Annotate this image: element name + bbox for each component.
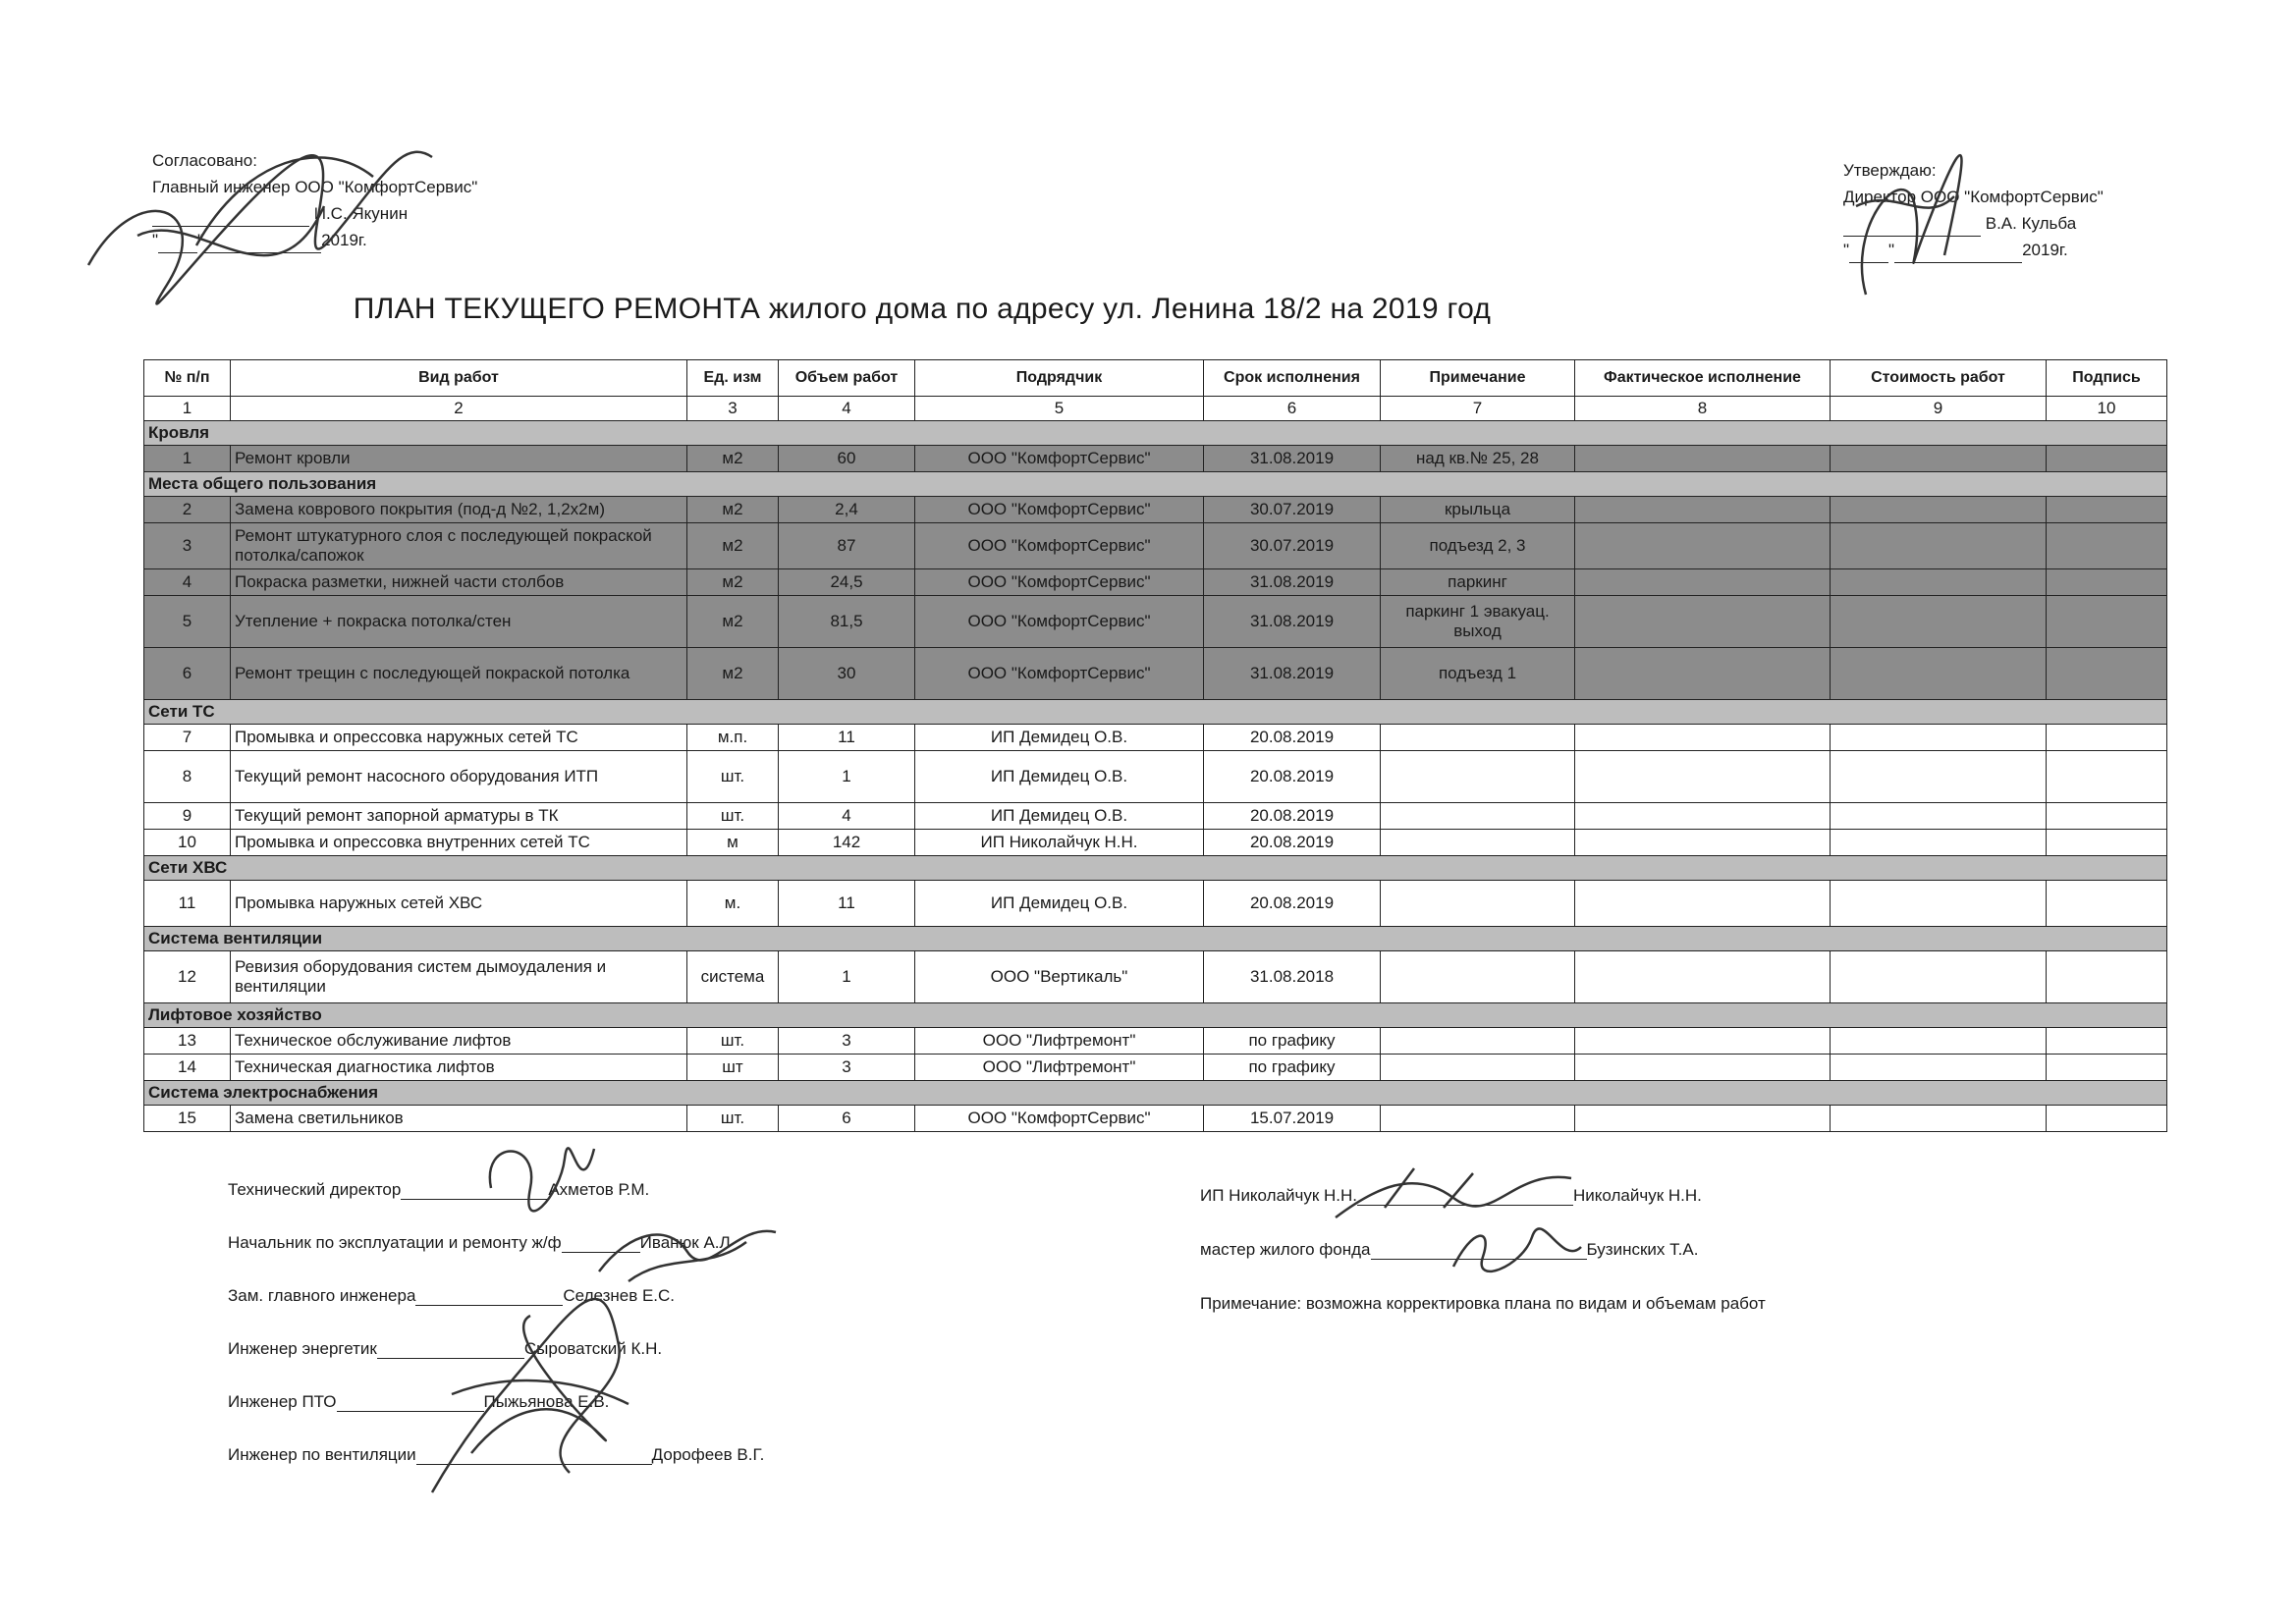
signer-name: Ахметов Р.М.	[548, 1180, 650, 1199]
table-row	[144, 881, 2167, 927]
signature-cell	[2047, 751, 2167, 803]
signature-cell	[2047, 497, 2167, 523]
col-header-volume: Объем работ	[779, 360, 915, 397]
row-number: 11	[144, 881, 231, 927]
table-row	[144, 1055, 2167, 1081]
col-num: 1	[144, 397, 231, 421]
signature-cell	[2047, 803, 2167, 830]
note	[1381, 751, 1575, 803]
row-number: 14	[144, 1055, 231, 1081]
signature-line-left	[228, 1392, 609, 1412]
signature-cell	[2047, 446, 2167, 472]
work-cost	[1831, 725, 2047, 751]
work-cost	[1831, 648, 2047, 700]
signer-name: Пыжьянова Е.В.	[483, 1392, 610, 1411]
work-cost	[1831, 446, 2047, 472]
volume: 3	[779, 1028, 915, 1055]
table-row	[144, 648, 2167, 700]
signature-cell	[2047, 830, 2167, 856]
signature-cell	[2047, 951, 2167, 1003]
actual-execution	[1575, 751, 1831, 803]
work-cost	[1831, 1028, 2047, 1055]
volume: 87	[779, 523, 915, 569]
confirm-quote-close: "	[1888, 241, 1895, 259]
note: паркинг	[1381, 569, 1575, 596]
signature-underline	[1357, 1187, 1573, 1206]
table-header-row	[144, 360, 2167, 397]
confirm-label: Утверждаю:	[1843, 161, 1937, 180]
signer-name: Дорофеев В.Г.	[651, 1445, 765, 1464]
actual-execution	[1575, 446, 1831, 472]
signature-cell	[2047, 569, 2167, 596]
volume: 11	[779, 725, 915, 751]
signature-cell	[2047, 523, 2167, 569]
note: паркинг 1 эвакуац. выход	[1381, 596, 1575, 648]
section-title: Сети ХВС	[144, 856, 2167, 881]
signature-line-left	[228, 1339, 662, 1359]
note	[1381, 803, 1575, 830]
row-number: 9	[144, 803, 231, 830]
table-row	[144, 951, 2167, 1003]
due-date: 20.08.2019	[1204, 751, 1381, 803]
signer-role: Зам. главного инженера	[228, 1286, 416, 1305]
note	[1381, 951, 1575, 1003]
unit: шт	[687, 1055, 779, 1081]
due-date: 31.08.2019	[1204, 569, 1381, 596]
volume: 2,4	[779, 497, 915, 523]
signature-cell	[2047, 596, 2167, 648]
unit: м.	[687, 881, 779, 927]
engineers-signatures	[412, 1276, 648, 1502]
confirm-month-line	[1894, 244, 2022, 263]
volume: 1	[779, 951, 915, 1003]
contractor: ООО "Вертикаль"	[915, 951, 1204, 1003]
table-row	[144, 830, 2167, 856]
row-number: 2	[144, 497, 231, 523]
work-type: Замена коврового покрытия (под-д №2, 1,2х2м)	[231, 497, 687, 523]
unit: шт.	[687, 803, 779, 830]
volume: 1	[779, 751, 915, 803]
signer-role: мастер жилого фонда	[1200, 1240, 1371, 1259]
signer-name: Бузинских Т.А.	[1586, 1240, 1699, 1259]
page-title	[0, 293, 2296, 326]
volume: 11	[779, 881, 915, 927]
work-type: Ремонт кровли	[231, 446, 687, 472]
confirm-day-line	[1849, 244, 1888, 263]
actual-execution	[1575, 881, 1831, 927]
col-num: 3	[687, 397, 779, 421]
contractor: ООО "КомфортСервис"	[915, 648, 1204, 700]
approval-quote-open: "	[152, 231, 159, 249]
signature-underline	[337, 1393, 484, 1412]
contractor: ИП Демидец О.В.	[915, 751, 1204, 803]
confirm-position: Директор ООО "КомфортСервис"	[1843, 188, 2104, 206]
actual-execution	[1575, 1106, 1831, 1132]
actual-execution	[1575, 1055, 1831, 1081]
work-cost	[1831, 497, 2047, 523]
contractor: ООО "КомфортСервис"	[915, 497, 1204, 523]
signature-underline	[1371, 1241, 1587, 1260]
work-cost	[1831, 951, 2047, 1003]
actual-execution	[1575, 725, 1831, 751]
col-num: 9	[1831, 397, 2047, 421]
confirm-date-line	[1843, 237, 2104, 263]
signature-underline	[416, 1446, 652, 1465]
work-type: Техническое обслуживание лифтов	[231, 1028, 687, 1055]
work-type: Промывка и опрессовка наружных сетей ТС	[231, 725, 687, 751]
signer-role: Инженер ПТО	[228, 1392, 337, 1411]
unit: м2	[687, 497, 779, 523]
unit: м2	[687, 523, 779, 569]
unit: м.п.	[687, 725, 779, 751]
section-row	[144, 421, 2167, 446]
table-row	[144, 523, 2167, 569]
note: подъезд 2, 3	[1381, 523, 1575, 569]
col-num: 4	[779, 397, 915, 421]
section-row	[144, 700, 2167, 725]
signature-underline	[562, 1234, 640, 1253]
approval-position: Главный инженер ООО "КомфортСервис"	[152, 178, 478, 196]
due-date: 15.07.2019	[1204, 1106, 1381, 1132]
work-cost	[1831, 1106, 2047, 1132]
due-date: 20.08.2019	[1204, 725, 1381, 751]
section-row	[144, 856, 2167, 881]
volume: 3	[779, 1055, 915, 1081]
work-type: Ремонт штукатурного слоя с последующей покраской потолка/сапожок	[231, 523, 687, 569]
work-cost	[1831, 751, 2047, 803]
note: над кв.№ 25, 28	[1381, 446, 1575, 472]
signer-role: Инженер энергетик	[228, 1339, 377, 1358]
signature-line-right	[1200, 1186, 1702, 1206]
unit: шт.	[687, 1028, 779, 1055]
col-header-note: Примечание	[1381, 360, 1575, 397]
volume: 24,5	[779, 569, 915, 596]
col-header-contractor: Подрядчик	[915, 360, 1204, 397]
actual-execution	[1575, 951, 1831, 1003]
approval-quote-close: "	[197, 231, 204, 249]
due-date: 31.08.2019	[1204, 596, 1381, 648]
note: крыльца	[1381, 497, 1575, 523]
work-type: Промывка наружных сетей ХВС	[231, 881, 687, 927]
table-body	[144, 360, 2167, 1132]
confirm-block	[1843, 157, 2104, 263]
remark: Примечание: возможна корректировка плана по видам и объемам работ	[1200, 1294, 1766, 1313]
approval-signature-line	[152, 208, 309, 227]
due-date: 31.08.2018	[1204, 951, 1381, 1003]
section-title: Сети ТС	[144, 700, 2167, 725]
row-number: 12	[144, 951, 231, 1003]
contractor: ООО "КомфортСервис"	[915, 569, 1204, 596]
section-row	[144, 1003, 2167, 1028]
table-row	[144, 497, 2167, 523]
note	[1381, 1028, 1575, 1055]
confirm-name-line	[1843, 210, 2104, 237]
due-date: 31.08.2019	[1204, 648, 1381, 700]
note	[1381, 725, 1575, 751]
contractor: ООО "КомфортСервис"	[915, 1106, 1204, 1132]
work-type: Ремонт трещин с последующей покраской потолка	[231, 648, 687, 700]
due-date: 30.07.2019	[1204, 497, 1381, 523]
work-type: Текущий ремонт насосного оборудования ИТП	[231, 751, 687, 803]
due-date: 31.08.2019	[1204, 446, 1381, 472]
note	[1381, 881, 1575, 927]
volume: 142	[779, 830, 915, 856]
work-cost	[1831, 569, 2047, 596]
signature-cell	[2047, 1028, 2167, 1055]
technical-director-signature	[471, 1129, 609, 1217]
row-number: 7	[144, 725, 231, 751]
section-title: Лифтовое хозяйство	[144, 1003, 2167, 1028]
due-date: по графику	[1204, 1028, 1381, 1055]
work-type: Промывка и опрессовка внутренних сетей ТС	[231, 830, 687, 856]
col-header-work: Вид работ	[231, 360, 687, 397]
signer-name: Николайчук Н.Н.	[1573, 1186, 1702, 1205]
contractor: ООО "КомфортСервис"	[915, 596, 1204, 648]
col-num: 10	[2047, 397, 2167, 421]
due-date: 20.08.2019	[1204, 881, 1381, 927]
approval-block	[152, 147, 477, 253]
section-row	[144, 472, 2167, 497]
due-date: 20.08.2019	[1204, 830, 1381, 856]
note: подъезд 1	[1381, 648, 1575, 700]
actual-execution	[1575, 648, 1831, 700]
actual-execution	[1575, 523, 1831, 569]
actual-execution	[1575, 830, 1831, 856]
contractor: ООО "КомфортСервис"	[915, 446, 1204, 472]
work-type: Замена светильников	[231, 1106, 687, 1132]
section-title: Кровля	[144, 421, 2167, 446]
signature-line-left	[228, 1445, 764, 1465]
work-cost	[1831, 523, 2047, 569]
col-num: 2	[231, 397, 687, 421]
unit: м2	[687, 569, 779, 596]
contractor: ООО "КомфортСервис"	[915, 523, 1204, 569]
volume: 60	[779, 446, 915, 472]
row-number: 3	[144, 523, 231, 569]
signer-name: Сыроватский К.Н.	[523, 1339, 663, 1358]
col-num: 6	[1204, 397, 1381, 421]
actual-execution	[1575, 569, 1831, 596]
table-row	[144, 751, 2167, 803]
signature-cell	[2047, 648, 2167, 700]
row-number: 15	[144, 1106, 231, 1132]
unit: м2	[687, 446, 779, 472]
due-date: 30.07.2019	[1204, 523, 1381, 569]
actual-execution	[1575, 803, 1831, 830]
col-header-actual: Фактическое исполнение	[1575, 360, 1831, 397]
signature-underline	[401, 1181, 548, 1200]
col-header-signature: Подпись	[2047, 360, 2167, 397]
contractor: ИП Демидец О.В.	[915, 881, 1204, 927]
table-row	[144, 446, 2167, 472]
signer-name: Селезнев Е.С.	[563, 1286, 676, 1305]
volume: 30	[779, 648, 915, 700]
table-row	[144, 1028, 2167, 1055]
signature-line-left	[228, 1233, 731, 1253]
work-type: Текущий ремонт запорной арматуры в ТК	[231, 803, 687, 830]
table-row	[144, 725, 2167, 751]
signature-line-left	[228, 1180, 649, 1200]
row-number: 6	[144, 648, 231, 700]
work-cost	[1831, 881, 2047, 927]
contractor: ООО "Лифтремонт"	[915, 1055, 1204, 1081]
volume: 4	[779, 803, 915, 830]
table-row	[144, 596, 2167, 648]
approval-day-line	[158, 235, 197, 253]
table-row	[144, 803, 2167, 830]
work-type: Техническая диагностика лифтов	[231, 1055, 687, 1081]
signature-cell	[2047, 725, 2167, 751]
confirm-quote-open: "	[1843, 241, 1850, 259]
row-number: 10	[144, 830, 231, 856]
contractor: ИП Демидец О.В.	[915, 803, 1204, 830]
work-type: Ревизия оборудования систем дымоудаления и вентиляции	[231, 951, 687, 1003]
table-row	[144, 1106, 2167, 1132]
due-date: 20.08.2019	[1204, 803, 1381, 830]
col-header-cost: Стоимость работ	[1831, 360, 2047, 397]
column-number-row	[144, 397, 2167, 421]
confirm-name: В.А. Кульба	[1985, 214, 2077, 233]
actual-execution	[1575, 1028, 1831, 1055]
repair-plan-table	[143, 359, 2167, 1132]
signature-line-right	[1200, 1240, 1698, 1260]
unit: м	[687, 830, 779, 856]
unit: шт.	[687, 751, 779, 803]
table-row	[144, 569, 2167, 596]
row-number: 8	[144, 751, 231, 803]
contractor: ИП Демидец О.В.	[915, 725, 1204, 751]
contractor: ИП Николайчук Н.Н.	[915, 830, 1204, 856]
signer-role: Начальник по эксплуатации и ремонту ж/ф	[228, 1233, 562, 1252]
approval-label: Согласовано:	[152, 151, 257, 170]
row-number: 13	[144, 1028, 231, 1055]
row-number: 1	[144, 446, 231, 472]
volume: 6	[779, 1106, 915, 1132]
work-type: Утепление + покраска потолка/стен	[231, 596, 687, 648]
unit: м2	[687, 596, 779, 648]
volume: 81,5	[779, 596, 915, 648]
contractor: ООО "Лифтремонт"	[915, 1028, 1204, 1055]
signature-cell	[2047, 1055, 2167, 1081]
approval-date-line	[152, 227, 477, 253]
section-row	[144, 1081, 2167, 1106]
col-num: 8	[1575, 397, 1831, 421]
due-date: по графику	[1204, 1055, 1381, 1081]
actual-execution	[1575, 596, 1831, 648]
unit: м2	[687, 648, 779, 700]
row-number: 5	[144, 596, 231, 648]
work-type: Покраска разметки, нижней части столбов	[231, 569, 687, 596]
signer-name: Иванюк А.Л	[639, 1233, 731, 1252]
signer-role: ИП Николайчук Н.Н.	[1200, 1186, 1358, 1205]
confirm-year: 2019г.	[2022, 241, 2068, 259]
work-cost	[1831, 1055, 2047, 1081]
unit: система	[687, 951, 779, 1003]
approval-year: 2019г.	[321, 231, 367, 249]
col-num: 5	[915, 397, 1204, 421]
note	[1381, 1055, 1575, 1081]
page-title-text: ПЛАН ТЕКУЩЕГО РЕМОНТА жилого дома по адресу ул. Ленина 18/2 на 2019 год	[353, 293, 1492, 325]
signature-cell	[2047, 1106, 2167, 1132]
signature-underline	[377, 1340, 524, 1359]
signature-underline	[415, 1287, 563, 1306]
approval-name: И.С. Якунин	[313, 204, 409, 223]
signer-role: Технический директор	[228, 1180, 402, 1199]
col-header-num: № п/п	[144, 360, 231, 397]
approval-month-line	[203, 235, 321, 253]
work-cost	[1831, 830, 2047, 856]
col-num: 7	[1381, 397, 1575, 421]
work-cost	[1831, 803, 2047, 830]
signer-role: Инженер по вентиляции	[228, 1445, 416, 1464]
section-title: Система электроснабжения	[144, 1081, 2167, 1106]
col-header-unit: Ед. изм	[687, 360, 779, 397]
section-title: Места общего пользования	[144, 472, 2167, 497]
row-number: 4	[144, 569, 231, 596]
actual-execution	[1575, 497, 1831, 523]
section-title: Система вентиляции	[144, 927, 2167, 951]
note	[1381, 1106, 1575, 1132]
work-cost	[1831, 596, 2047, 648]
signature-line-left	[228, 1286, 675, 1306]
note	[1381, 830, 1575, 856]
approval-name-line	[152, 200, 477, 227]
signature-cell	[2047, 881, 2167, 927]
section-row	[144, 927, 2167, 951]
unit: шт.	[687, 1106, 779, 1132]
col-header-due: Срок исполнения	[1204, 360, 1381, 397]
confirm-signature-line	[1843, 218, 1981, 237]
